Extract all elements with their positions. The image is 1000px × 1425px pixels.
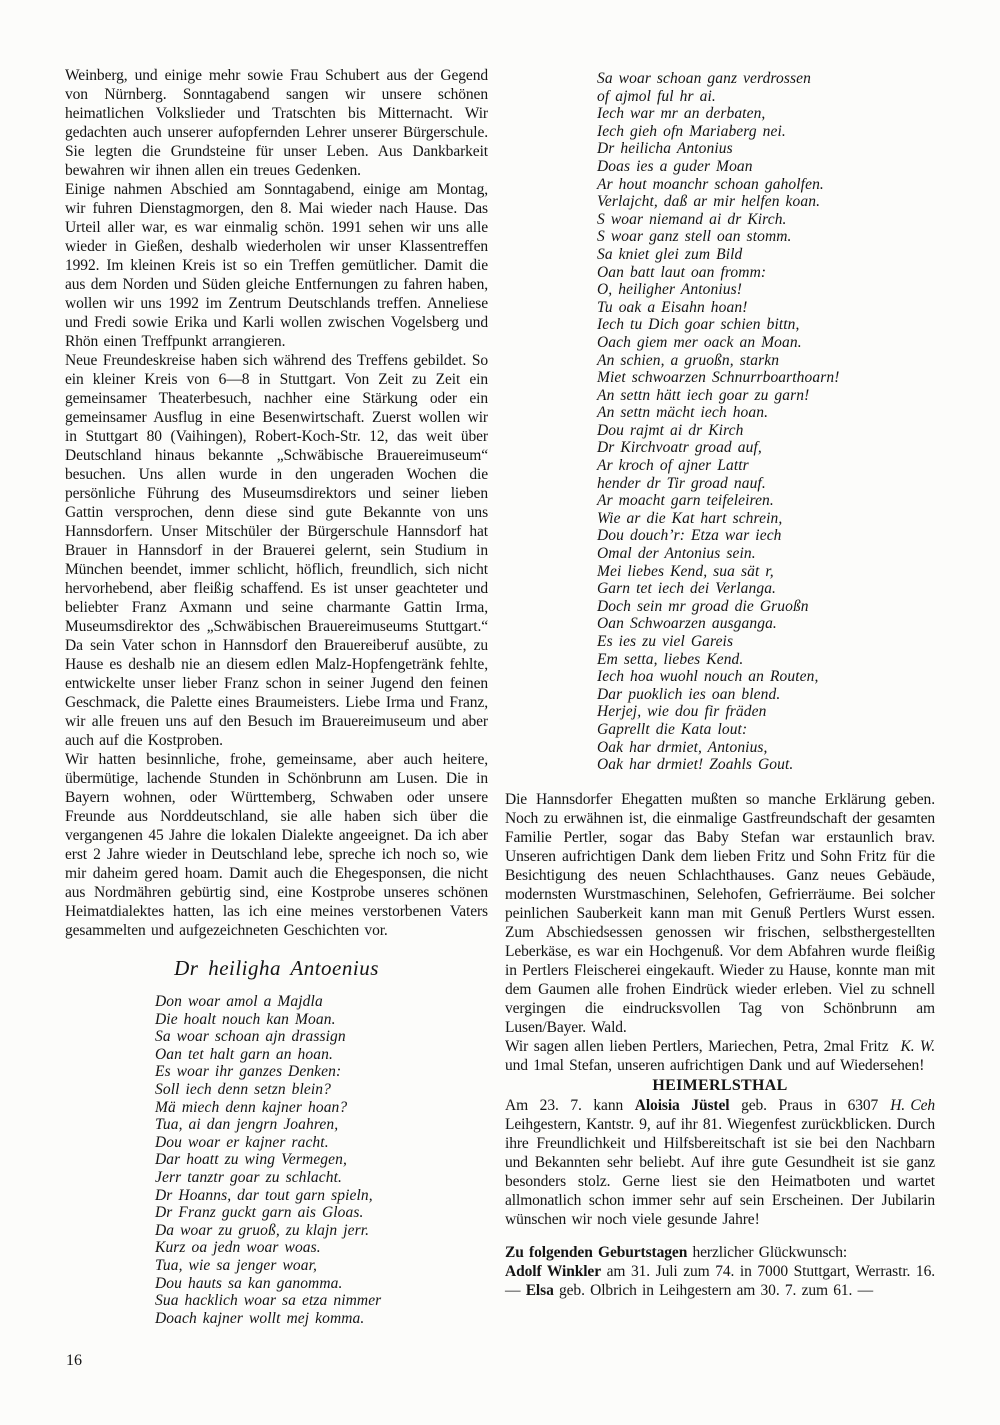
poem-line: Ar kroch of ajner Lattr	[597, 457, 749, 475]
poem-line: Tu oak a Eisahn hoan!	[597, 298, 748, 316]
poem-line: Es ies zu viel Gareis	[597, 633, 734, 650]
plain-text: am 31. Juli zum 74. in 7000 Stuttgart, Werrastr. 16. —	[505, 1262, 935, 1299]
plain-text: Am 23. 7. kann	[505, 1096, 635, 1114]
poem-line: Iech gieh ofn Mariaberg nei.	[597, 122, 786, 140]
signature-kw: K. W.	[900, 1037, 935, 1055]
poem-line: Die hoalt nouch kan Moan.	[155, 1010, 336, 1028]
paragraph: Die Hannsdorfer Ehegatten mußten so manche Erklärung geben. Noch zu erwähnen ist, die einmalige Gastfreundschaft der gesamten Familie Pertler, sogar das Baby Stefan war erstaunlich brav. Unseren aufrichtigen Dank dem lieben Fritz und Sohn Fritz für die Besichtigung des neuen Schlachthauses. Ganz neues Gebäude, modernsten Wurstmaschinen, Selehofen, Gefrierräume. Bei solcher peinlichen Sauberkeit kann man mit Genuß Pertlers Wurst essen. Zum Abschiedsessen genossen wir frischen, selbsthergestellten Leberkäse, es war ein Hochgenuß. Vor dem Abfahren wurde fleißig in Pertlers Fleischerei eingekauft. Wieder zu Hause, konnte man mit dem Gaumen alle frohen Eindrück wieder erleben. Viel zu schnell vergingen die eindrucksvollen Tag von Schönbrunn am Lusen/Bayer. Wald.	[505, 790, 935, 1036]
poem-line: An settn hätt iech goar zu garn!	[597, 386, 810, 404]
dialect-poem-right	[597, 70, 935, 774]
poem-line: Gaprellt die Kata lout:	[597, 720, 748, 738]
poem-line: Oan tet halt garn an hoan.	[155, 1045, 333, 1063]
poem-line: Dou woar er kajner racht.	[155, 1133, 329, 1151]
poem-line: Jerr tanztr goar zu schlacht.	[155, 1168, 342, 1186]
poem-line: Dar puoklich ies oan blend.	[597, 685, 781, 703]
poem-line: Em setta, liebes Kend.	[597, 650, 744, 668]
paragraph: Wir hatten besinnliche, frohe, gemeinsame, aber auch heitere, übermütige, lachende Stunden in Schönbrunn am Lusen. Die in Bayern wohnen, oder Württemberg, Schwaben oder unsere Freunde aus Norddeutschland, sie alle haben sich über die vergangenen 45 Jahre die lokalen Dialekte angeeignet. Da ich aber erst 2 Jahre wieder in Deutschland lebe, spreche ich noch so, wie mir daheim gered hoam. Damit auch die Ehegesponsen, die nicht aus Nordmähren gebürtig sind, eine Kostprobe unseres schönen Heimatdialektes hatten, las ich eine meines verstorbenen Vaters gesammelten und aufgezeichneten Geschichten vor.	[65, 751, 488, 939]
poem-line: An settn mächt iech hoan.	[597, 404, 769, 422]
birthdays-entries	[505, 1262, 935, 1300]
poem-line: hender dr Tir groad nauf.	[597, 474, 766, 492]
poem-line: Sa kniet glei zum Bild	[597, 245, 743, 263]
poem-line: Oach giem mer oack an Moan.	[597, 333, 802, 351]
farewell-paragraph	[505, 1037, 935, 1075]
poem-line: Omal der Antonius sein.	[597, 545, 756, 563]
poem-line: Verlajcht, daß ar mir helfen koan.	[597, 193, 821, 211]
poem-line: Mei liebes Kend, sua sät r,	[597, 562, 774, 580]
poem-line: An schien, a gruoßn, starkn	[597, 351, 780, 369]
poem-line: Dr Kirchvoatr groad auf,	[597, 439, 762, 457]
paragraph: Weinberg, und einige mehr sowie Frau Schubert aus der Gegend von Nürnberg. Sonntagabend sangen wir unsere schönen heimatlichen Volkslieder und Tratschten bis Mitternacht. Wir gedachten auch unserer aufopfernden Lehrer unserer Bürgerschule. Sie legten die Grundsteine für unser Leben. Aus Dankbarkeit bewahren wir ihnen allen ein treues Gedenken.	[65, 67, 488, 179]
poem-line: Oak har drmiet, Antonius,	[597, 738, 768, 756]
poem-line: S woar niemand ai dr Kirch.	[597, 210, 787, 228]
poem-line: Dr Franz guckt garn ais Gloas.	[155, 1204, 364, 1222]
poem-line: Oan batt laut oan fromm:	[597, 263, 767, 281]
bold-text: Elsa	[525, 1281, 554, 1299]
poem-line: Dou rajmt ai dr Kirch	[597, 421, 744, 439]
paragraph: Einige nahmen Abschied am Sonntagabend, einige am Montag, wir fuhren Dienstagmorgen, den 8. Mai wieder nach Hause. Das Urteil aller war, es war einmalig schön. 1991 sehen wir uns alle wieder in Gießen, deshalb wiederholen wir unser Klassentreffen 1992. Im kleinen Kreis ist so ein Treffen gemütlicher. Damit die aus dem Norden und Süden gleiche Entfernungen zu fahren haben, wollen wir uns 1992 im Zentrum Deutschlands treffen. Anneliese und Fredi sowie Erika und Karli wollen zwischen Vogelsberg und Rhön einen Treffpunkt arrangieren.	[65, 181, 488, 350]
poem-line: Sa woar schoan ganz verdrossen	[597, 70, 811, 87]
poem-line: Dar hoatt zu wing Vermegen,	[155, 1151, 347, 1169]
poem-line: Miet schwoarzen Schnurrboarthoarn!	[597, 369, 840, 387]
poem-line: Es woar ihr ganzes Denken:	[155, 1063, 342, 1081]
spacer	[505, 1229, 935, 1243]
poem-line: Doach kajner wollt mej komma.	[155, 1309, 365, 1327]
bold-text: Aloisia Jüstel	[634, 1096, 730, 1114]
plain-text: geb. Praus in 6307 Leihgestern, Kantstr. 9, auf ihr 81. Wiegenfest zurückblicken. Durch ihre Freundlichkeit und Hilfsbereitschaft ist sie bei den Nachbarn und Bekannten sehr beliebt. Auf ihre gute Gesundheit ist sie ganz besonders stolz. Gerne liest sie den Heimatboten und wartet allmonatlich schon immer sehr auf sein Erscheinen. Der Jubilarin wünschen wir noch viele gesunde Jahre!	[505, 1096, 935, 1228]
section-heading-heimerlsthal: HEIMERLSTHAL	[652, 1076, 788, 1094]
poem-line: Garn tet iech dei Verlanga.	[597, 580, 777, 598]
poem-line: Don woar amol a Majdla	[155, 993, 323, 1010]
dialect-poem-left	[155, 993, 488, 1327]
poem-line: O, heiligher Antonius!	[597, 281, 742, 299]
left-column	[65, 66, 488, 1327]
plain-text: geb. Olbrich in Leihgestern am 30. 7. zum 61. —	[553, 1281, 873, 1299]
right-column	[505, 66, 935, 1300]
plain-text: herzlicher Glückwunsch:	[687, 1243, 848, 1261]
poem-line: Dou hauts sa kan ganomma.	[155, 1274, 343, 1292]
heimerlsthal-text	[505, 1097, 935, 1228]
poem-line: Ar hout moanchr schoan gaholfen.	[597, 175, 824, 193]
poem-line: Dr Hoanns, dar tout garn spieln,	[155, 1186, 373, 1204]
poem-line: Tua, ai dan jengrn Joahren,	[155, 1116, 339, 1134]
poem-line: of ajmol ful hr ai.	[597, 87, 716, 105]
poem-line: Oak har drmiet! Zoahls Gout.	[597, 756, 794, 774]
poem-line: Dou douch’r: Etza war iech	[597, 527, 782, 545]
poem-line: Sa woar schoan ajn drassign	[155, 1028, 346, 1046]
poem-line: Sua hacklich woar sa etza nimmer	[155, 1292, 382, 1310]
bold-text: Adolf Winkler	[505, 1262, 601, 1280]
page-number: 16	[66, 1352, 82, 1369]
signature-hceh: H. Ceh	[890, 1096, 935, 1114]
farewell-text: Wir sagen allen lieben Pertlers, Mariechen, Petra, 2mal Fritz und 1mal Stefan, unseren aufrichtigen Dank und auf Wiedersehen!	[505, 1037, 925, 1074]
poem-line: Herjej, wie dou fir fräden	[597, 703, 767, 721]
poem-line: Mä miech denn kajner hoan?	[155, 1098, 348, 1116]
poem-line: S woar ganz stell oan stomm.	[597, 228, 792, 246]
poem-line: Doch sein mr groad die Gruoßn	[597, 597, 809, 615]
poem-line: Oan Schwoarzen ausganga.	[597, 615, 777, 633]
poem-line: Iech hoa wuohl nouch an Routen,	[597, 668, 819, 686]
bold-text: Zu folgenden Geburtstagen	[505, 1243, 688, 1261]
poem-line: Tua, wie sa jenger woar,	[155, 1256, 317, 1274]
paragraph: Neue Freundeskreise haben sich während des Treffens gebildet. So ein kleiner Kreis von 6—8 in Stuttgart. Von Zeit zu Zeit ein gemeinsamer Theaterbesuch, nachher eine Stärkung oder ein gemeinsamer Ausflug in eine Besenwirtschaft. Zuerst wollen wir in Stuttgart 80 (Vaihingen), Robert-Koch-Str. 12, das weit über Deutschland hinaus bekannte „Schwäbische Brauereimuseum“ besuchen. Uns allen wurde in den ungeraden Wochen die persönliche Führung des Museumsdirektors und seiner lieben Gattin versprochen, denn diese sind gute Bekannte von uns Hannsdorfern. Unser Mitschüler der Bürgerschule Hannsdorf hat Brauer in Hannsdorf in der Brauerei gelernt, sein Studium in München beendet, immer schlicht, höflich, freundlich, sich nicht hervorhebend, aber fleißig schaffend. Es ist unser geachteter und beliebter Franz Axmann und seine charmante Gattin Irma, Museumsdirektor des „Schwäbischen Brauereimuseums Stuttgart.“ Da sein Vater schon in Hannsdorf den Brauereiberuf ausübte, zu Hause es deshalb nie an diesem edlen Malz-Hopfengetränk fehlte, entwickelte unser lieber Franz schon in seiner Jugend den feinen Geschmack, die Palette eines Braumeisters. Liebe Irma und Franz, wir alle freuen uns auf den Besuch im Brauereimuseum und aber auch auf die Kostproben.	[65, 352, 488, 749]
poem-title: Dr heiligha Antoenius	[174, 956, 379, 980]
poem-line: Dr heilicha Antonius	[597, 140, 733, 158]
poem-line: Ar moacht garn teifeleiren.	[597, 492, 774, 510]
poem-line: Da woar zu gruoß, zu klajn jerr.	[155, 1221, 370, 1239]
poem-line: Iech tu Dich goar schien bittn,	[597, 316, 800, 334]
birthdays-intro	[505, 1243, 935, 1262]
heimerlsthal-paragraph	[505, 1096, 935, 1229]
poem-line: Wie ar die Kat hart schrein,	[597, 509, 783, 527]
poem-line: Doas ies a guder Moan	[597, 157, 753, 175]
poem-line: Iech war mr an derbaten,	[597, 105, 766, 123]
poem-line: Kurz oa jedn woar woas.	[155, 1239, 321, 1257]
poem-line: Soll iech denn setzn blein?	[155, 1080, 332, 1098]
